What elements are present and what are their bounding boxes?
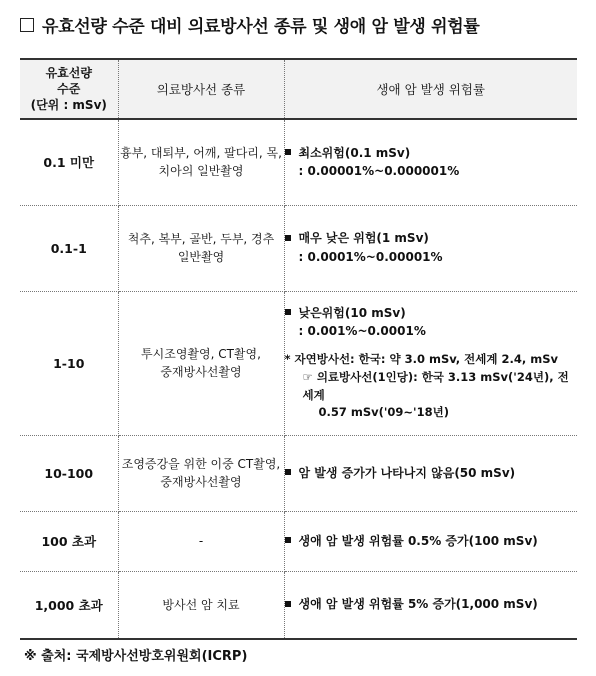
level-cell: 10-100 [20, 435, 118, 511]
note-medical: ☞ 의료방사선(1인당): 한국 3.13 mSv('24년), 전세계 [302, 369, 569, 402]
type-cell [118, 435, 284, 511]
header-level-line1: 유효선량 [45, 65, 92, 80]
type-cell: 방사선 암 치료 [118, 571, 284, 639]
table-row [20, 205, 577, 291]
level-cell: 1-10 [20, 291, 118, 435]
bullet-square-icon [285, 149, 291, 155]
risk-cell [284, 571, 577, 639]
type-line: 조영증강을 위한 이중 CT촬영, [121, 457, 281, 471]
risk-text: 암 발생 증가가 나타나지 않음(50 mSv) [298, 465, 516, 480]
type-line: 치아의 일반촬영 [158, 164, 244, 179]
type-line: 투시조영촬영, CT촬영, [141, 347, 261, 361]
risk-cell [284, 119, 577, 205]
risk-range: : 0.001%~0.0001% [298, 324, 426, 339]
risk-text: 생애 암 발생 위험률 0.5% 증가(100 mSv) [298, 533, 538, 548]
type-cell [118, 205, 284, 291]
risk-range: : 0.0001%~0.00001% [298, 250, 443, 264]
type-line: 중재방사선촬영 [160, 475, 242, 489]
type-line: 중재방사선촬영 [160, 365, 242, 379]
level-cell: 0.1-1 [20, 205, 118, 291]
note-medical-cont: 0.57 mSv('09~'18년) [318, 405, 449, 420]
risk-text: 최소위험(0.1 mSv) [298, 145, 411, 160]
bullet-square-icon [285, 309, 291, 315]
bullet-square-icon [285, 469, 291, 475]
risk-cell [284, 511, 577, 571]
risk-cell [284, 435, 577, 511]
risk-text: 낮은위험(10 mSv) [298, 305, 406, 320]
bullet-square-icon [285, 601, 291, 607]
type-line: 척추, 복부, 골반, 두부, 경추 [127, 232, 275, 246]
level-cell: 100 초과 [20, 511, 118, 571]
table-header-row [20, 59, 577, 119]
table-row [20, 119, 577, 205]
table-row [20, 511, 577, 571]
header-level-line2: 수준 [57, 81, 81, 96]
risk-cell [284, 291, 577, 435]
table-row [20, 571, 577, 639]
table-row [20, 435, 577, 511]
level-cell: 1,000 초과 [20, 571, 118, 639]
risk-text: 매우 낮은 위험(1 mSv) [298, 231, 429, 246]
bullet-square-icon [285, 235, 291, 241]
risk-range: : 0.00001%~0.000001% [298, 164, 460, 179]
page-title-text: 유효선량 수준 대비 의료방사선 종류 및 생애 암 발생 위험률 [42, 17, 480, 37]
type-line: 흉부, 대퇴부, 어깨, 팔다리, 목, [120, 146, 282, 161]
header-level [20, 59, 118, 119]
risk-table [20, 58, 577, 640]
header-level-line3: (단위 : mSv) [30, 98, 107, 113]
table-row [20, 291, 577, 435]
checkbox-icon [20, 18, 34, 32]
header-risk: 생애 암 발생 위험률 [284, 59, 577, 119]
type-cell [118, 291, 284, 435]
type-cell [118, 119, 284, 205]
bullet-square-icon [285, 537, 291, 543]
level-cell: 0.1 미만 [20, 119, 118, 205]
radiation-note [285, 351, 578, 422]
type-line: 일반촬영 [177, 250, 225, 264]
risk-cell [284, 205, 577, 291]
header-type: 의료방사선 종류 [118, 59, 284, 119]
page-title [20, 12, 480, 37]
risk-text: 생애 암 발생 위험률 5% 증가(1,000 mSv) [298, 597, 538, 612]
source-note: ※ 출처: 국제방사선방호위원회(ICRP) [24, 649, 248, 664]
type-cell: - [118, 511, 284, 571]
note-natural: * 자연방사선: 한국: 약 3.0 mSv, 전세계 2.4, mSv [284, 351, 559, 366]
